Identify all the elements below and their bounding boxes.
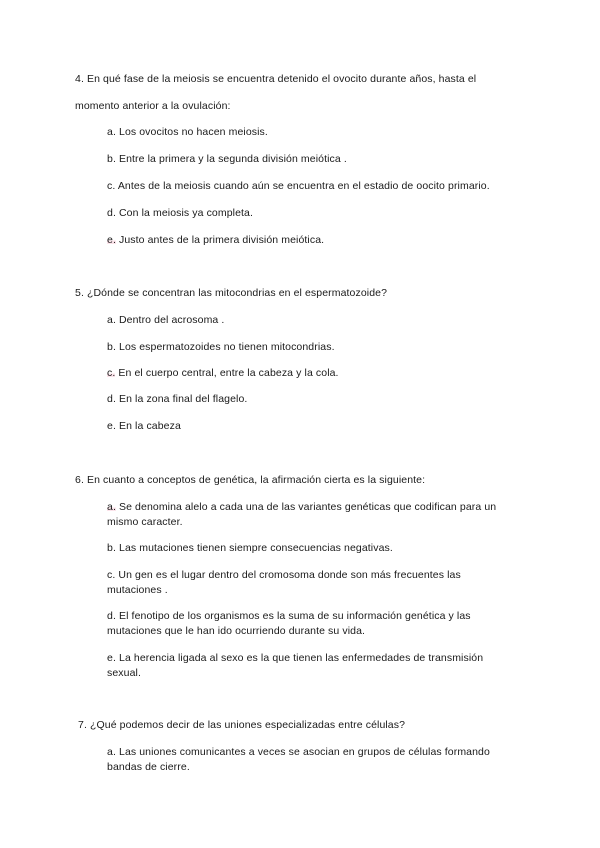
option-letter: e. [107, 420, 116, 432]
option-letter: b. [107, 341, 116, 353]
option-text: Justo antes de la primera división meiótica. [119, 234, 325, 246]
question-6-option-a [107, 500, 537, 530]
question-5-option-b [107, 340, 527, 355]
question-4-prompt: 4. En qué fase de la meiosis se encuentra detenido el ovocito durante años, hasta el [75, 73, 477, 85]
option-text: Las mutaciones tienen siempre consecuencias negativas. [119, 542, 393, 554]
option-letter: a. [107, 314, 116, 326]
question-6-option-c [107, 568, 527, 598]
question-4-prompt-cont: momento anterior a la ovulación: [75, 100, 231, 112]
question-4-option-d [107, 206, 527, 221]
question-6-option-d [107, 609, 527, 639]
question-6-option-b [107, 541, 527, 556]
question-4-option-e [107, 233, 527, 248]
option-letter: c. [107, 180, 116, 192]
option-text: Un gen es el lugar dentro del cromosoma donde son más frecuentes las [118, 569, 461, 581]
question-4-option-a [107, 125, 527, 140]
option-text-cont: sexual. [107, 667, 141, 679]
question-4-option-b [107, 152, 527, 167]
option-text: Las uniones comunicantes a veces se asocian en grupos de células formando [119, 746, 490, 758]
option-text: Antes de la meiosis cuando aún se encuentra en el estadio de oocito primario. [117, 180, 490, 192]
option-text-cont: mismo caracter. [107, 516, 183, 528]
option-text: Dentro del acrosoma . [119, 314, 225, 326]
option-text: En la zona final del flagelo. [119, 393, 248, 405]
option-letter: e. [107, 652, 116, 664]
option-letter-highlighted: c. [107, 367, 116, 379]
option-letter: b. [107, 153, 116, 165]
option-letter: a. [107, 126, 116, 138]
option-text: En el cuerpo central, entre la cabeza y la cola. [118, 367, 339, 379]
option-letter: a. [107, 746, 116, 758]
option-letter: d. [107, 610, 116, 622]
option-text: Se denomina alelo a cada una de las variantes genéticas que codifican para un [119, 501, 497, 513]
question-7-prompt: 7. ¿Qué podemos decir de las uniones especializadas entre células? [78, 719, 406, 731]
question-5-option-c [107, 366, 527, 381]
option-text: En la cabeza [119, 420, 181, 432]
question-5-option-a [107, 313, 527, 328]
option-text: Con la meiosis ya completa. [119, 207, 254, 219]
question-6-prompt: 6. En cuanto a conceptos de genética, la afirmación cierta es la siguiente: [75, 474, 426, 486]
option-letter: c. [107, 569, 116, 581]
question-5-option-d [107, 392, 527, 407]
question-7-option-a [107, 745, 537, 775]
option-text: Los espermatozoides no tienen mitocondrias. [119, 341, 335, 353]
option-letter: b. [107, 542, 116, 554]
option-letter-highlighted: a. [107, 501, 116, 513]
option-letter: d. [107, 207, 116, 219]
option-text-cont: mutaciones . [107, 584, 168, 596]
option-text-cont: bandas de cierre. [107, 761, 190, 773]
option-text: Los ovocitos no hacen meiosis. [119, 126, 268, 138]
question-5-option-e [107, 419, 527, 434]
option-letter-highlighted: e. [107, 234, 116, 246]
question-4-option-c [107, 179, 527, 194]
question-5-prompt: 5. ¿Dónde se concentran las mitocondrias en el espermatozoide? [75, 287, 388, 299]
option-text: La herencia ligada al sexo es la que tienen las enfermedades de transmisión [119, 652, 484, 664]
option-text: El fenotipo de los organismos es la suma de su información genética y las [119, 610, 471, 622]
option-text: Entre la primera y la segunda división meiótica . [119, 153, 347, 165]
option-letter: d. [107, 393, 116, 405]
option-text-cont: mutaciones que le han ido ocurriendo durante su vida. [107, 625, 366, 637]
question-6-option-e [107, 651, 527, 681]
